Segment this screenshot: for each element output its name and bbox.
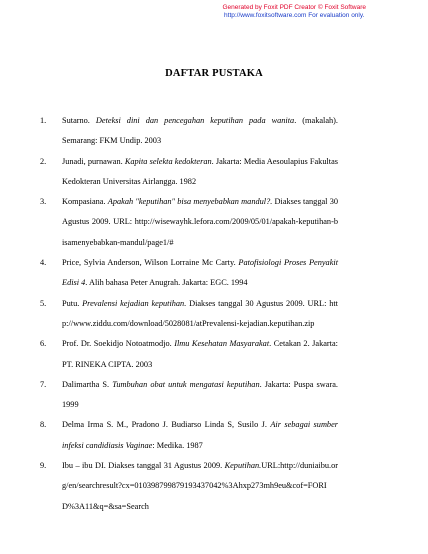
reference-details: . (makalah). Semarang: FKM Undip. 2003	[62, 116, 338, 146]
reference-authors: Kompasiana.	[62, 197, 108, 207]
page-title: DAFTAR PUSTAKA	[165, 68, 263, 79]
reference-title: Patofisiologi Proses Penyakit Edisi 4	[62, 258, 338, 288]
reference-item	[40, 152, 338, 193]
reference-details: . Alih bahasa Peter Anugrah. Jakarta: EGC. 1994	[85, 278, 248, 288]
reference-number: 5.	[40, 298, 47, 308]
reference-details: . Jakarta: Puspa swara. 1999	[62, 379, 338, 410]
watermark-line-2: http://www.foxitsoftware.com For evaluation only.	[224, 12, 365, 19]
reference-details: . Jakarta: Media Aesoulapius Fakultas Kedokteran Universitas Airlangga. 1982	[62, 156, 338, 186]
reference-title: Tumbuhan obat untuk mengatasi keputihan	[112, 379, 260, 389]
reference-item	[40, 456, 338, 517]
reference-authors: Ibu – ibu DI. Diakses tanggal 31 Agustus 2009.	[62, 461, 225, 471]
reference-item	[40, 192, 338, 253]
reference-number: 7.	[40, 379, 47, 389]
reference-title: Kapita selekta kedokteran	[124, 156, 212, 166]
reference-details: : Medika. 1987	[152, 440, 203, 450]
reference-item	[40, 375, 338, 416]
reference-details: URL:http://duniaibu.org/en/searchresult?cx=010398799879193437042%3Ahxp273mh9eu&cof=FORID%3A11&q=&sa=Search	[62, 461, 338, 511]
reference-item	[40, 111, 338, 152]
reference-details: Diakses tanggal 30 Agustus 2009. URL: http://wisewayhk.lefora.com/2009/05/01/apakah-keputihan-bisamenyebabkan-mandul/page1/#	[62, 197, 338, 247]
reference-item	[40, 334, 338, 375]
reference-number: 1.	[40, 116, 47, 125]
reference-details: . Cetakan 2. Jakarta: PT. RINEKA CIPTA. 2003	[62, 339, 338, 369]
reference-title: Keputihan.	[224, 461, 262, 471]
reference-title: Deteksi dini dan pencegahan keputihan pada wanita	[95, 116, 295, 125]
reference-authors: Delma Irma S. M., Pradono J. Budiarso Linda S, Susilo J.	[62, 420, 271, 430]
reference-authors: Dalimartha S.	[62, 379, 113, 389]
reference-number: 8.	[40, 420, 47, 430]
reference-title: Air sebagai sumber infeksi candidiasis Vaginae	[62, 420, 338, 450]
reference-title: Apakah "keputihan" bisa menyebabkan mandul?.	[107, 197, 273, 207]
foxit-watermark	[222, 4, 366, 20]
reference-title: Prevalensi kejadian keputihan.	[82, 298, 187, 308]
reference-number: 3.	[40, 197, 47, 207]
reference-number: 6.	[40, 339, 47, 349]
reference-authors: Prof. Dr. Soekidjo Notoatmodjo.	[62, 339, 175, 349]
reference-number: 4.	[40, 258, 47, 268]
reference-details: Diakses tanggal 30 Agustus 2009. URL: http://www.ziddu.com/download/5028081/atPrevalensi-kejadian.keputihan.zip	[62, 298, 338, 328]
reference-number: 9.	[40, 461, 47, 471]
reference-item	[40, 415, 338, 456]
reference-item	[40, 253, 338, 294]
reference-authors: Putu.	[62, 298, 83, 308]
reference-number: 2.	[40, 156, 47, 166]
reference-authors: Sutarno.	[62, 116, 96, 125]
reference-title: Ilmu Kesehatan Masyarakat	[174, 339, 270, 349]
reference-list	[40, 111, 338, 517]
watermark-line-1: Generated by Foxit PDF Creator © Foxit Software	[222, 4, 366, 11]
reference-authors: Junadi, purnawan.	[62, 156, 125, 166]
reference-authors: Price, Sylvia Anderson, Wilson Lorraine Mc Carty.	[62, 258, 239, 268]
reference-item	[40, 294, 338, 335]
